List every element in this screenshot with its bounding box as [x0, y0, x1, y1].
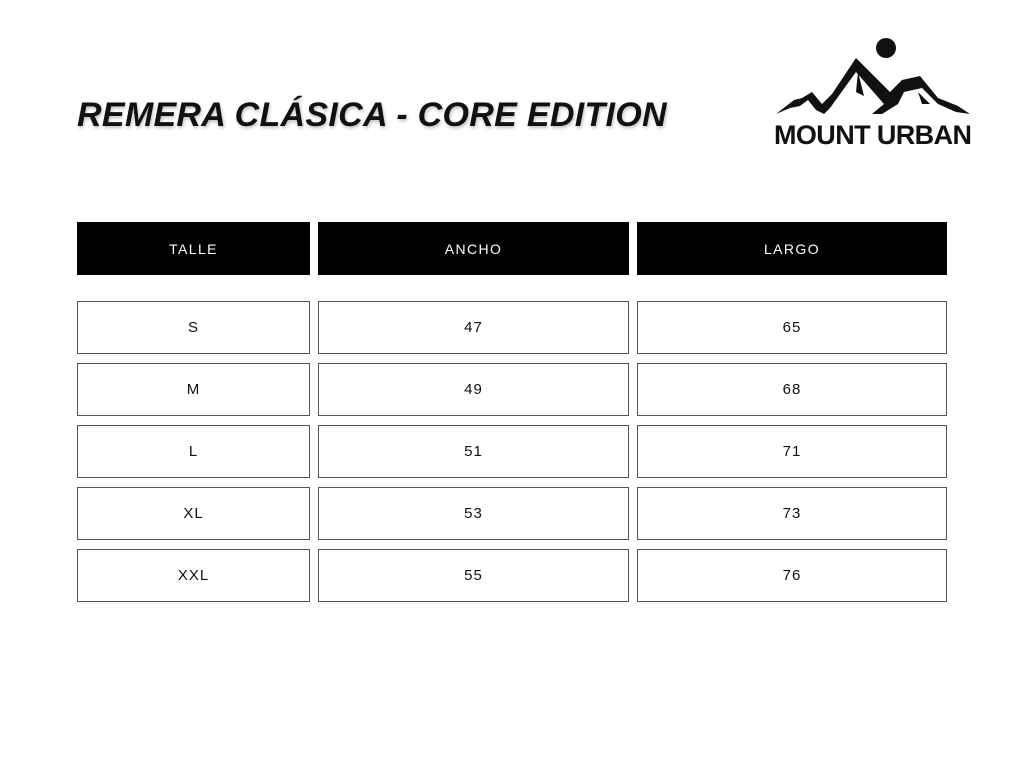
- page-title: REMERA CLÁSICA - CORE EDITION: [77, 96, 667, 134]
- size-cell: L: [77, 425, 310, 478]
- brand-logo: [772, 34, 972, 154]
- column-header: TALLE: [77, 222, 310, 275]
- length-cell: 68: [637, 363, 947, 416]
- width-cell: 53: [318, 487, 629, 540]
- length-cell: 65: [637, 301, 947, 354]
- length-cell: 73: [637, 487, 947, 540]
- length-cell: 71: [637, 425, 947, 478]
- length-cell: 76: [637, 549, 947, 602]
- width-cell: 49: [318, 363, 629, 416]
- mountain-sun-icon: [772, 34, 972, 124]
- size-cell: XL: [77, 487, 310, 540]
- brand-name: MOUNT URBAN: [774, 120, 972, 150]
- width-cell: 47: [318, 301, 629, 354]
- size-cell: S: [77, 301, 310, 354]
- column-header: LARGO: [637, 222, 947, 275]
- size-cell: XXL: [77, 549, 310, 602]
- size-cell: M: [77, 363, 310, 416]
- width-cell: 55: [318, 549, 629, 602]
- width-cell: 51: [318, 425, 629, 478]
- column-header: ANCHO: [318, 222, 629, 275]
